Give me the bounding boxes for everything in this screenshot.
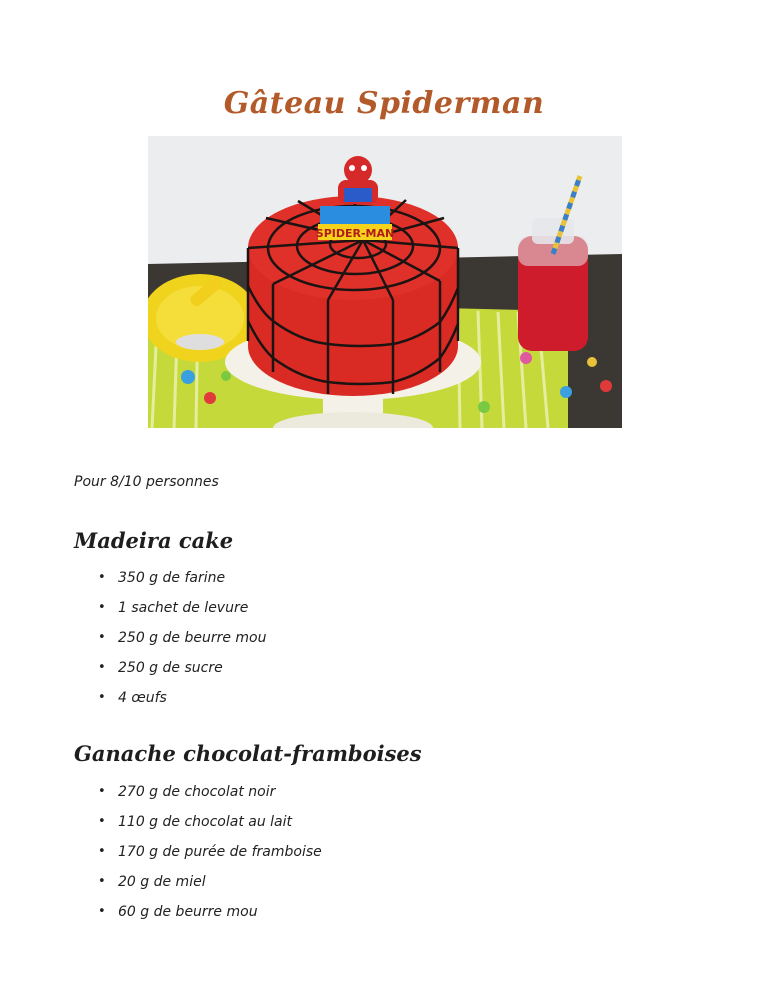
list-item: • 1 sachet de levure: [98, 598, 266, 628]
servings-text: Pour 8/10 personnes: [74, 474, 219, 490]
page-title: Gâteau Spiderman: [223, 86, 545, 121]
section-heading-madeira: Madeira cake: [74, 528, 234, 553]
ingredient-list-ganache: [98, 782, 322, 932]
list-item: • 250 g de beurre mou: [98, 628, 266, 658]
list-item: • 20 g de miel: [98, 872, 322, 902]
list-item: • 270 g de chocolat noir: [98, 782, 322, 812]
list-item: • 110 g de chocolat au lait: [98, 812, 322, 842]
list-item: • 4 œufs: [98, 688, 266, 718]
ingredient-list-madeira: [98, 568, 266, 718]
topper-label: SPIDER-MAN: [315, 227, 395, 240]
list-item: • 350 g de farine: [98, 568, 266, 598]
list-item: • 250 g de sucre: [98, 658, 266, 688]
section-heading-ganache: Ganache chocolat-framboises: [74, 741, 422, 766]
list-item: • 170 g de purée de framboise: [98, 842, 322, 872]
cake-photo: [148, 136, 622, 428]
list-item: • 60 g de beurre mou: [98, 902, 322, 932]
